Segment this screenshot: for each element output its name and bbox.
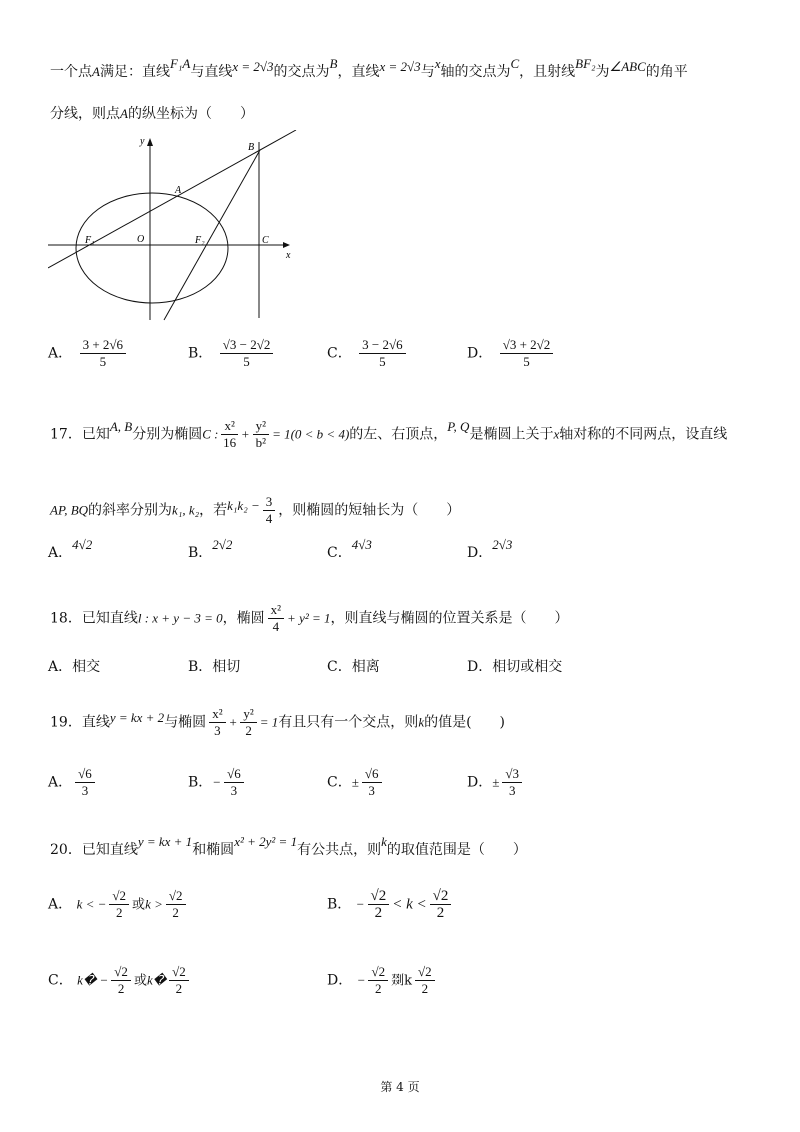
math-cond: k₁k₂ − <box>227 497 260 513</box>
fraction <box>500 337 554 370</box>
question-number: 20．已知直线 <box>50 842 138 858</box>
q17-option-d[interactable] <box>467 537 513 563</box>
q19-text-part: 的值是( ) <box>424 714 506 731</box>
frac-den: 3 <box>368 783 375 798</box>
label-A: A <box>175 185 182 196</box>
ellipse-diagram <box>48 130 298 322</box>
frac-den: 2 <box>172 905 179 920</box>
option-letter: A． <box>48 345 73 362</box>
frac-num: x² <box>209 706 225 723</box>
label-O: O <box>137 234 145 245</box>
frac-den: 3 <box>230 783 238 798</box>
math-PQ: P, Q <box>447 418 470 434</box>
fraction <box>362 766 382 799</box>
frac-num: √6 <box>362 766 382 783</box>
frac-num: √2 <box>415 964 435 981</box>
q19-text-part: 有且只有一个交点，则 <box>278 714 419 731</box>
fraction <box>221 418 237 451</box>
q20-text-part: 有公共点，则 <box>297 842 382 858</box>
q16-text: 的角平 <box>645 64 688 80</box>
q17-text: ，若 <box>199 502 228 519</box>
math-x: x <box>434 56 441 71</box>
q19-option-c[interactable] <box>327 766 385 799</box>
frac-num: 3 + 2√6 <box>80 337 126 354</box>
q16-option-b[interactable] <box>188 337 276 370</box>
q20-option-b[interactable] <box>327 888 454 921</box>
q18-option-d[interactable] <box>467 657 562 677</box>
q17-option-c[interactable] <box>327 537 372 563</box>
math-ellipse-rest: + y² = 1 <box>287 610 331 626</box>
q20-text <box>50 834 527 860</box>
frac-den: 5 <box>379 354 386 369</box>
math-range: < k < <box>392 896 427 913</box>
frac-num: √2 <box>109 888 129 905</box>
option-letter: B． <box>188 345 213 362</box>
math-k1k2: k₁, k₂ <box>172 502 200 518</box>
fraction <box>368 964 388 997</box>
q20-text-part: 的取值范围是（ ） <box>386 842 527 858</box>
option-value: 4√2 <box>72 537 93 552</box>
fraction <box>415 964 435 997</box>
fraction <box>209 706 225 739</box>
q16-text: 满足：直线 <box>99 64 170 80</box>
option-letter: B． <box>188 545 213 561</box>
q18-text-part: ，椭圆 <box>222 610 265 627</box>
option-text: D．相切或相交 <box>467 659 563 675</box>
frac-den: 2 <box>374 905 383 921</box>
label-B: B <box>248 142 255 153</box>
frac-num: 3 − 2√6 <box>359 337 405 354</box>
option-letter: D． <box>467 345 493 362</box>
label-y: y <box>140 136 145 147</box>
q16-text-line1 <box>50 56 688 82</box>
frac-den: 2 <box>175 981 183 996</box>
option-letter: B． <box>188 774 213 791</box>
label-x: x <box>286 250 291 261</box>
frac-den: 2 <box>245 723 252 738</box>
option-sign: ± <box>492 774 500 790</box>
q17-text: 的斜率分别为 <box>88 502 173 519</box>
math-k: k <box>381 834 387 849</box>
q16-text: 与 <box>420 64 435 80</box>
frac-num: y² <box>240 706 256 723</box>
q17-text: 的左、右顶点， <box>349 426 448 443</box>
option-text: C．相离 <box>327 659 380 675</box>
frac-den: 2 <box>421 981 429 996</box>
q18-option-a[interactable] <box>48 657 100 677</box>
frac-num: √2 <box>368 888 390 905</box>
frac-num: √2 <box>368 964 388 981</box>
fraction <box>253 418 269 451</box>
frac-num: √6 <box>75 766 95 783</box>
option-letter: C． <box>327 345 352 362</box>
frac-den: 2 <box>375 981 382 996</box>
q18-text-part: ，则直线与椭圆的位置关系是（ ） <box>330 610 569 627</box>
q16-text-line2 <box>50 104 254 124</box>
frac-den: 5 <box>243 354 250 369</box>
option-text: B．相切 <box>188 659 241 675</box>
math-eq-rest: = 1(0 < b < 4) <box>272 426 350 442</box>
option-sign: − <box>212 774 222 790</box>
q20-option-d[interactable] <box>327 964 438 997</box>
fraction <box>268 602 284 635</box>
q16-text: ，直线 <box>337 64 380 80</box>
q16-text: ，且射线 <box>519 64 576 80</box>
math-plus: + <box>240 426 250 442</box>
page-footer: 第 4 页 <box>380 1080 420 1094</box>
q19-option-d[interactable] <box>467 766 525 799</box>
frac-den: 2 <box>117 981 125 996</box>
option-value: 4√3 <box>351 537 372 552</box>
fraction <box>263 494 276 527</box>
option-text: A．相交 <box>48 659 101 675</box>
math-A: A <box>92 64 100 79</box>
fraction <box>368 888 390 921</box>
frac-num: √6 <box>224 766 244 783</box>
option-letter: C． <box>327 545 352 561</box>
option-letter: D． <box>467 774 493 791</box>
frac-num: √2 <box>166 888 186 905</box>
label-F2: F₂ <box>195 235 205 246</box>
math-k-le: k� − <box>77 972 109 988</box>
q16-option-c[interactable] <box>327 337 409 370</box>
math-AP-BQ: AP, BQ <box>50 502 89 518</box>
fraction <box>169 964 189 997</box>
math-k-gt: k > <box>145 896 163 912</box>
q19-text <box>50 706 505 739</box>
math-line: y = kx + 2 <box>109 709 165 725</box>
option-letter: A． <box>48 774 73 791</box>
q17-text: 轴对称的不同两点，设直线 <box>559 426 728 443</box>
frac-den: 3 <box>508 783 516 798</box>
option-letter: D． <box>327 972 353 989</box>
frac-num: x² <box>221 418 237 435</box>
math-B: B <box>329 56 338 71</box>
x-axis-arrow <box>283 242 290 248</box>
or-text: 或 <box>132 897 146 913</box>
q16-text: 与直线 <box>190 64 233 80</box>
math-line: y = kx + 1 <box>137 834 193 849</box>
math-k: k <box>418 714 425 730</box>
label-F1: F₁ <box>85 235 95 246</box>
q16-text: 轴的交点为 <box>440 64 511 80</box>
frac-num: √3 − 2√2 <box>220 337 274 354</box>
fraction <box>80 337 126 370</box>
fraction <box>166 888 186 921</box>
question-number: 18．已知直线 <box>50 610 138 627</box>
q16-text: 一个点 <box>50 64 92 80</box>
frac-den: 4 <box>272 619 280 634</box>
fraction <box>502 766 522 799</box>
frac-num: √2 <box>111 964 131 981</box>
y-axis-arrow <box>147 138 153 146</box>
q16-option-d[interactable] <box>467 337 556 370</box>
frac-num: y² <box>253 418 269 435</box>
q18-option-b[interactable] <box>188 657 240 677</box>
math-range: 剟k <box>391 973 412 989</box>
frac-den: 2 <box>436 905 445 921</box>
frac-den: 5 <box>523 354 530 369</box>
q16-text: 分线，则点 <box>50 106 120 122</box>
frac-num: √2 <box>430 888 452 905</box>
math-neg: − <box>356 972 366 988</box>
ray-BF2 <box>164 150 260 320</box>
fraction <box>75 766 95 799</box>
frac-den: 4 <box>265 511 273 526</box>
option-letter: C． <box>327 774 352 791</box>
frac-den: b² <box>255 435 267 450</box>
frac-den: 2 <box>115 905 123 920</box>
or-text: 或 <box>133 973 147 989</box>
frac-den: 16 <box>223 435 237 450</box>
option-letter: B． <box>327 896 352 913</box>
math-A: A <box>120 106 128 121</box>
q19-option-a[interactable] <box>48 766 98 799</box>
question-number: 17．已知 <box>50 426 110 443</box>
math-C: C <box>510 56 520 71</box>
q16-option-a[interactable] <box>48 337 129 370</box>
math-k-lt: k < − <box>76 896 107 912</box>
option-letter: A． <box>48 545 73 561</box>
fraction <box>224 766 244 799</box>
math-AB: A, B <box>109 418 133 434</box>
option-letter: D． <box>467 545 493 561</box>
option-sign: ± <box>351 774 359 790</box>
math-neg: − <box>355 896 365 912</box>
q17-text: ，则椭圆的短轴长为（ ） <box>278 502 461 519</box>
math-x-eq: x = 2√3 <box>379 59 421 74</box>
math-F1A: F₁A <box>169 56 191 71</box>
option-value: 2√3 <box>492 537 513 552</box>
fraction <box>220 337 274 370</box>
fraction <box>109 888 129 921</box>
q17-text: 分别为椭圆 <box>132 426 203 443</box>
q16-text: 的纵坐标为（ ） <box>127 106 254 122</box>
q16-text: 为 <box>595 64 610 80</box>
math-eq-rest: = 1 <box>259 714 279 730</box>
q20-option-c[interactable] <box>48 964 192 997</box>
q19-option-b[interactable] <box>188 766 247 799</box>
frac-den: 3 <box>214 723 221 738</box>
math-x-eq: x = 2√3 <box>232 59 274 74</box>
frac-num: √2 <box>169 964 189 981</box>
math-x: x <box>553 426 560 442</box>
q20-option-a[interactable] <box>48 888 189 921</box>
fraction <box>430 888 452 921</box>
q16-text: 的交点为 <box>273 64 330 80</box>
math-plus: + <box>228 714 238 730</box>
frac-num: 3 <box>263 494 276 511</box>
q17-text: 是椭圆上关于 <box>469 426 554 443</box>
option-letter: A． <box>48 896 73 913</box>
q17-text-line1 <box>50 418 727 451</box>
math-k-ge: k� <box>146 972 167 988</box>
q19-text-part: 与椭圆 <box>164 714 207 731</box>
fraction <box>111 964 131 997</box>
q18-option-c[interactable] <box>327 657 380 677</box>
math-line-l: l : x + y − 3 = 0 <box>137 610 223 626</box>
math-C: C : <box>202 426 219 442</box>
math-ellipse: x² + 2y² = 1 <box>234 834 298 849</box>
option-letter: C． <box>48 972 73 989</box>
label-C: C <box>262 235 269 246</box>
frac-num: √3 <box>502 766 522 783</box>
math-BF2: BF₂ <box>575 56 596 71</box>
math-angle: ∠ABC <box>609 59 646 74</box>
frac-den: 5 <box>99 354 107 369</box>
question-number: 19．直线 <box>50 714 110 731</box>
frac-den: 3 <box>81 783 89 798</box>
q17-option-a[interactable] <box>48 537 93 563</box>
fraction <box>240 706 256 739</box>
q17-option-b[interactable] <box>188 537 233 563</box>
q18-text <box>50 602 569 635</box>
frac-num: √3 + 2√2 <box>500 337 554 354</box>
option-value: 2√2 <box>212 537 233 552</box>
q20-text-part: 和椭圆 <box>192 842 235 858</box>
frac-num: x² <box>268 602 284 619</box>
fraction <box>359 337 405 370</box>
q17-text-line2 <box>50 494 460 527</box>
